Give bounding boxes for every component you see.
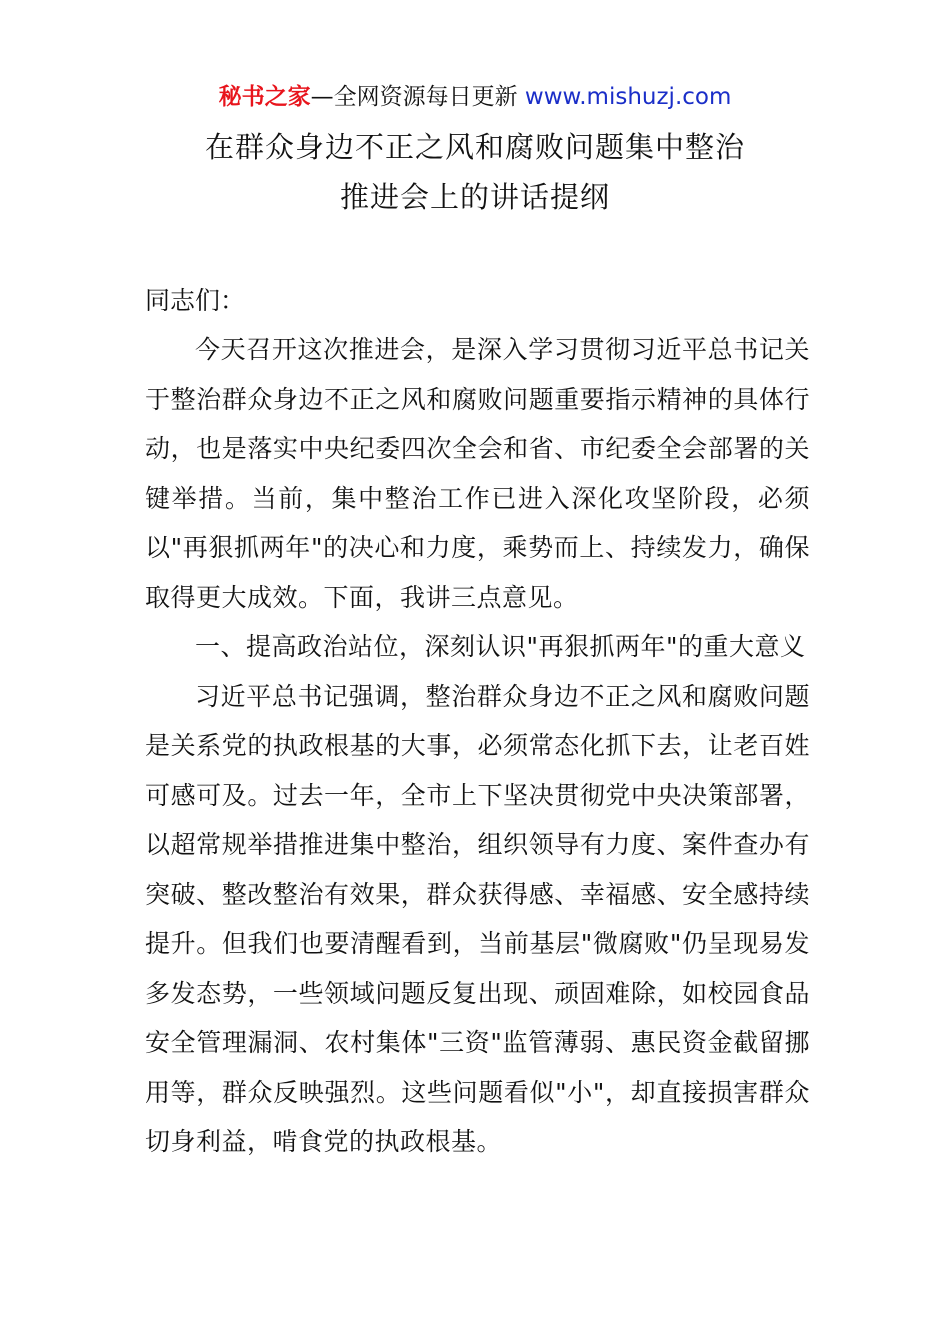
paragraph-section1: 习近平总书记强调，整治群众身边不正之风和腐败问题是关系党的执政根基的大事，必须常态化抓下去，让老百姓可感可及。过去一年，全市上下坚决贯彻党中央决策部署，以超常规举措推进集中整治，组织领导有力度、案件查办有突破、整改整治有效果，群众获得感、幸福感、安全感持续提升。但我们也要清醒看到，当前基层"微腐败"仍呈现易发多发态势，一些领域问题反复出现、顽固难除，如校园食品安全管理漏洞、农村集体"三资"监管薄弱、惠民资金截留挪用等，群众反映强烈。这些问题看似"小"，却直接损害群众切身利益，啃食党的执政根基。: [145, 681, 810, 1156]
site-url[interactable]: www.mishuzj.com: [524, 84, 732, 110]
salutation: 同志们：: [145, 286, 246, 315]
document-body: [145, 325, 810, 1167]
header-tagline: —全网资源每日更新: [310, 84, 518, 110]
brand-name: 秘书之家: [218, 84, 311, 110]
paragraph-intro: 今天召开这次推进会，是深入学习贯彻习近平总书记关于整治群众身边不正之风和腐败问题重要指示精神的具体行动，也是落实中央纪委四次全会和省、市纪委全会部署的关键举措。当前，集中整治工作已进入深化攻坚阶段，必须以"再狠抓两年"的决心和力度，乘势而上、持续发力，确保取得更大成效。下面，我讲三点意见。: [145, 335, 810, 612]
document-title-line1: 在群众身边不正之风和腐败问题集中整治: [204, 130, 745, 164]
site-header: [0, 80, 950, 114]
section-heading-1: 一、提高政治站位，深刻认识"再狠抓两年"的重大意义: [195, 632, 806, 661]
document-title-line2: 推进会上的讲话提纲: [339, 180, 610, 214]
